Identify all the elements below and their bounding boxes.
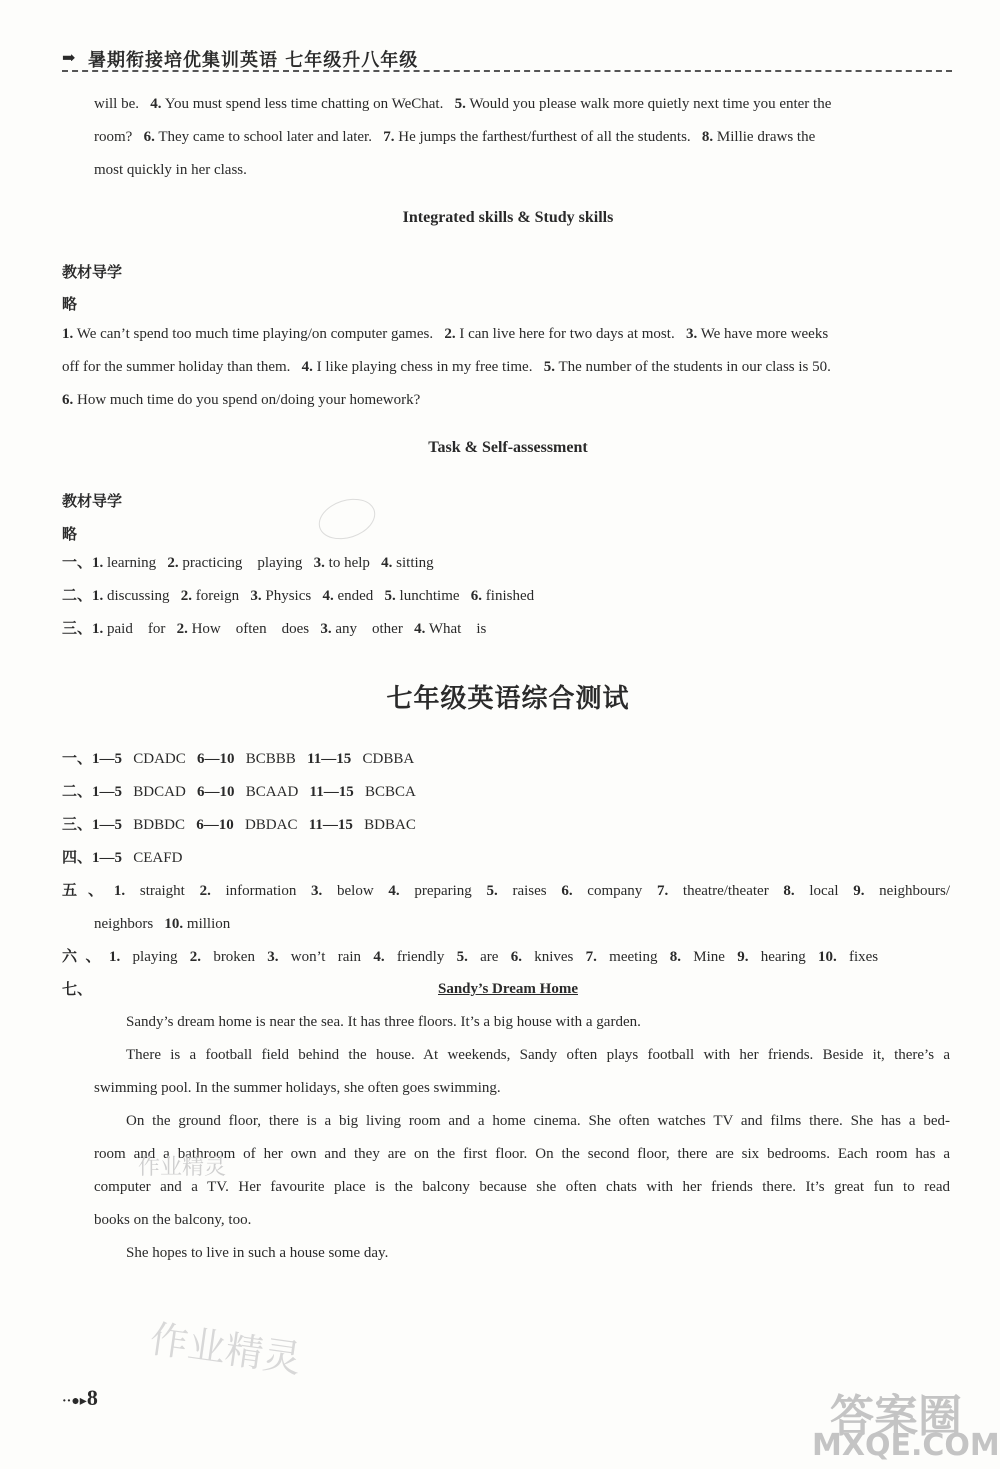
section-title: Integrated skills & Study skills: [402, 209, 614, 226]
watermark: 作业精灵: [138, 1155, 227, 1180]
essay-paragraph: books on the balcony, too.: [94, 1212, 252, 1228]
header-rule: [62, 70, 952, 72]
page-number: ··●▸8: [62, 1385, 98, 1410]
arrow-icon: ➡: [62, 50, 76, 67]
answer-line: 一、1. learning 2. practicing playing 3. to help 4. sitting: [62, 555, 434, 571]
stamp-mark: [314, 492, 381, 546]
answer-line: 三、1. paid for 2. How often does 3. any other 4. What is: [62, 621, 487, 637]
subheading: 教材导学: [62, 492, 123, 510]
page-arrow-icon: ··●▸: [62, 1394, 87, 1409]
answer-line: 一、1—5 CDADC 6—10 BCBBB 11—15 CDBBA: [62, 751, 415, 767]
answer-line: 四、1—5 CEAFD: [62, 850, 183, 866]
subheading: 教材导学: [62, 263, 123, 281]
answer-line: 1. We can’t spend too much time playing/on computer games. 2. I can live here for two days at most. 3. We have more weeks: [62, 326, 829, 342]
answer-line: 七、: [62, 982, 93, 998]
running-header: [62, 46, 952, 72]
answer-line: 二、1—5 BDCAD 6—10 BCAAD 11—15 BCBCA: [62, 784, 416, 800]
essay-paragraph: She hopes to live in such a house some day.: [126, 1245, 389, 1261]
answer-line: 6. How much time do you spend on/doing your homework?: [62, 392, 421, 408]
watermark-logo: 答案圈: [830, 1391, 962, 1442]
omitted-mark: 略: [62, 525, 78, 543]
book-title: 暑期衔接培优集训英语 七年级升八年级: [88, 50, 419, 71]
essay-paragraph: Sandy’s dream home is near the sea. It has three floors. It’s a big house with a garden.: [126, 1014, 641, 1030]
answer-line: most quickly in her class.: [94, 162, 247, 178]
test-title: 七年级英语综合测试: [386, 684, 630, 714]
answer-line: 五、1. straight 2. information 3. below 4. preparing 5. raises 6. company 7. theatre/theater 8. local 9. neighbours/: [62, 883, 950, 899]
answer-line: off for the summer holiday than them. 4. I like playing chess in my free time. 5. The number of the students in our class is 50.: [62, 359, 831, 375]
essay-paragraph: There is a football field behind the house. At weekends, Sandy often plays football with her friends. Beside it, there’s a: [126, 1047, 950, 1063]
answer-line: 二、1. discussing 2. foreign 3. Physics 4. ended 5. lunchtime 6. finished: [62, 588, 535, 604]
answer-line: 六、1. playing 2. broken 3. won’t rain 4. friendly 5. are 6. knives 7. meeting 8. Mine 9. hearing 10. fixes: [62, 949, 879, 965]
essay-title: Sandy’s Dream Home: [438, 981, 578, 997]
essay-paragraph: computer and a TV. Her favourite place is the balcony because she often chats with her friends there. It’s great fun to read: [94, 1179, 950, 1195]
section-title: Task & Self-assessment: [428, 439, 588, 456]
essay-paragraph: room and a bathroom of her own and they are on the first floor. On the second floor, there are six bedrooms. Each room has a: [94, 1146, 950, 1162]
answer-line: will be. 4. You must spend less time chatting on WeChat. 5. Would you please walk more quietly next time you enter the: [94, 96, 832, 112]
essay-paragraph: swimming pool. In the summer holidays, she often goes swimming.: [94, 1080, 501, 1096]
answer-line: 三、1—5 BDBDC 6—10 DBDAC 11—15 BDBAC: [62, 817, 416, 833]
essay-paragraph: On the ground floor, there is a big living room and a home cinema. She often watches TV and films there. She has a bed-: [126, 1113, 950, 1129]
answer-line: room? 6. They came to school later and later. 7. He jumps the farthest/furthest of all the students. 8. Millie draws the: [94, 129, 816, 145]
answer-line: neighbors 10. million: [94, 916, 231, 932]
watermark: 作业精灵: [147, 1316, 304, 1382]
omitted-mark: 略: [62, 295, 78, 313]
watermark-url: MXQE.COM: [812, 1428, 1000, 1463]
